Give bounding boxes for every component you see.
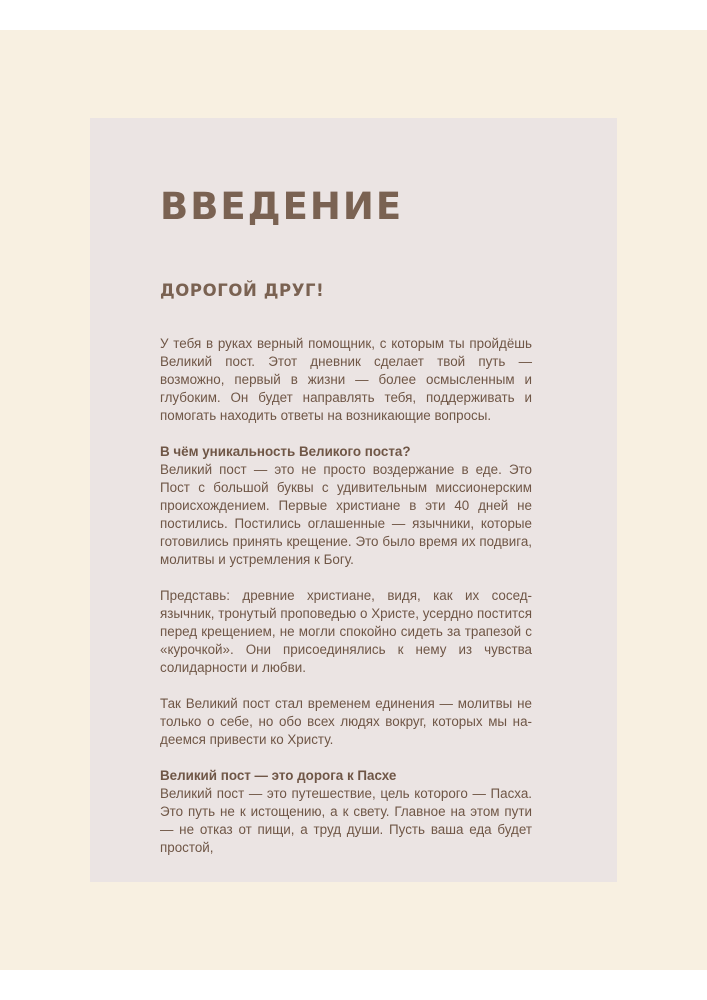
content-card: [90, 118, 617, 882]
page-title: ВВЕДЕНИЕ: [160, 185, 404, 228]
unity-paragraph: Так Великий пост стал временем единения — молитвы не только о себе, но обо всех людях вокруг, которых мы надеемся привести ко Христу.: [160, 696, 532, 747]
section-heading-road-to-easter: Великий пост — это дорога к Пасхе: [160, 768, 397, 783]
greeting-heading: ДОРОГОЙ ДРУГ!: [160, 281, 325, 300]
content-column: [160, 185, 532, 857]
body-text: [160, 335, 532, 857]
road-to-easter-paragraph: Великий пост — это путешествие, цель которого — Пасха. Это путь не к истощению, а к свету. Главное на этом пути — не отказ от пищи, а труд души. Пусть ваша еда будет простой,: [160, 786, 532, 855]
imagine-paragraph: Представь: древние христиане, видя, как их сосед-язычник, тронутый проповедью о Христе, усердно постится перед крещением, не могли спокойно сидеть за трапезой с «курочкой». Они присоединялись к нему из чувства солидарности и любви.: [160, 588, 532, 675]
uniqueness-paragraph: Великий пост — это не просто воздержание в еде. Это Пост с большой буквы с удивительным миссионерским происхождением. Первые христиане в эти 40 дней не постились. Постились оглашенные — язычники, которые готовились принять крещение. Это было время их подвига, молитвы и устремления к Богу.: [160, 462, 532, 567]
intro-paragraph: У тебя в руках верный помощник, с которым ты пройдёшь Великий пост. Этот дневник сделает твой путь — возможно, первый в жизни — более осмысленным и глубоким. Он будет направлять тебя, поддерживать и помогать находить ответы на возникающие вопросы.: [160, 336, 532, 423]
section-heading-uniqueness: В чём уникальность Великого поста?: [160, 444, 411, 459]
